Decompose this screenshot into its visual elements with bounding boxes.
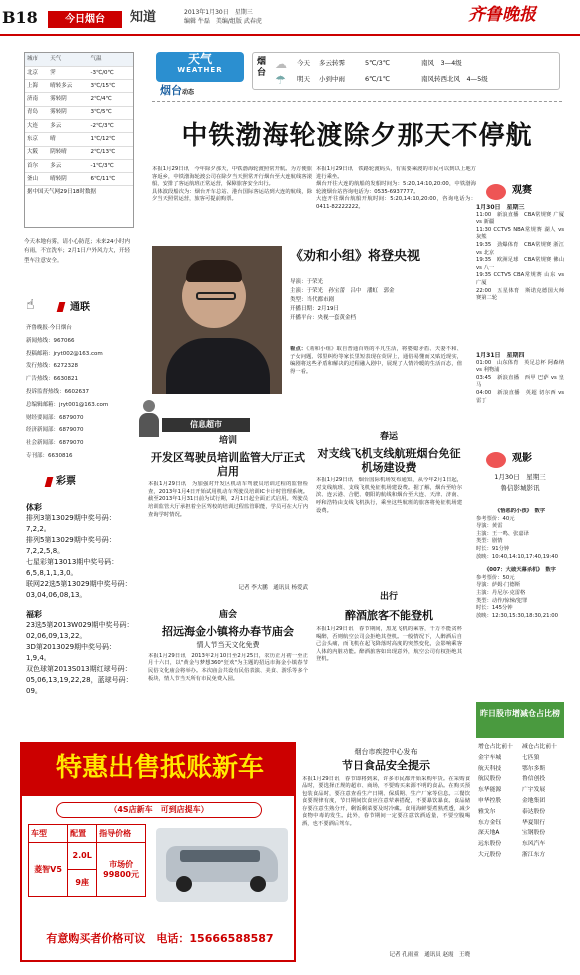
movie-subhead: 1月30日 星期三 鲁信影城影讯: [494, 473, 546, 492]
van-photo: [156, 828, 288, 902]
tongxun-header: 通联: [30, 302, 136, 316]
info-miaohui: 庙会 招远海金小镇将办春节庙会 情人节当天文化免费 本报1月29日讯 2013年2月10日至2月25日，农历正月初一至正月十六日，以"黄金与梦想360°狂欢"为主题的招远市海金小镇春节民俗文化庙会将举办。本次庙会共设有民俗表演、美食、游乐等多个板块，情人节当天所有市民免费入园。: [148, 610, 308, 682]
column-name: 知道: [130, 10, 157, 25]
tv-schedule-day2: 1月31日 星期四 01:00 山东体育 英足总杯 阿森纳 vs 利物浦 03:45 新浪直播 西甲 巴萨 vs 皇马 04:00 新浪直播 英超 切尔西 vs 雷丁: [476, 352, 564, 404]
col-temp: 气温: [89, 53, 133, 66]
city-weather-table: 城市 天气 气温 北京 霁 -3℃/0℃ 上海 晴转多云 3℃/15℃ 济南 雾转阴 2℃/4℃ 青岛 雾转阴 3℃/5℃ 大连 多云 -2℃/3℃ 东京 晴 1℃/12℃ 大阪 阴转晴 2℃/13℃ 首尔 多云 -1℃/3℃ 釜山 晴转阴 6℃/11℃ 据中国天气网29日18时数据: [24, 52, 134, 228]
ad-badge: （4S店新车 可到店提车）: [56, 802, 262, 818]
main-headline: 中铁渤海轮渡除夕那天不停航: [181, 121, 533, 151]
forecast-city: 烟台: [257, 57, 267, 78]
show-title-block: 《劝和小组》将登央视 导演：于荣光 主演：于荣光 孙宝蕾 吕中 潘虹 郭金 类型：当代都市剧 开播日期：2月19日 开播平台：央视一套黄金档: [290, 249, 421, 321]
hand-pointer-icon: ☝: [26, 297, 35, 313]
main-body-right: 本报1月29日讯 铁路轮渡码头，有需要乘渡的市民可以到以上地方进行乘坐。 烟台开往大连的航船的发船时间为：5:20,14:10,20:00，中铁渤海轮渡烟台站咨询电话为：0535-6937777。 大连开往烟台航船开航时间：5:20,14:10,20:00，咨询电话为：0411-82222222。: [316, 166, 476, 210]
holiday-food-article: 烟台市疾控中心发布 节日食品安全提示 本报1月29日讯 春节即将到来，许多市民都开始采购年货。在采购食品时，要选择正规的超市、商场，不要购买来源不明的食品。在购买预包装食品时，要注意查看生产日期、保质期、生产厂家等信息。三餐饮食要规律有度，节日期间饮食应注意荤素搭配，不要暴饮暴食。食品储存要注意生熟分开，剩饭剩菜要及时冷藏。食用海鲜要煮熟煮透，减少食物中毒的发生。此外，春节期间一定要注意饮酒适量，不要空腹喝酒，也不要酒后驾车。 记者 孔雨童 通讯员 赵霞 王晓: [302, 748, 470, 958]
info-chuxing: 出行 醉酒旅客不能登机 本报1月29日讯 春节期间，黑龙飞机的乘客，千万不能贪杯喝醉，否则航空公司会拒绝其登机。一般情况下，人醉酒后自己会头痛，而飞机在起飞降落时高度的突然变化，会影响乘客人体的内脏功能。醉酒旅客如出现意外，航空公司有权拒绝其登机。: [316, 592, 462, 663]
movie-list: 《悟恶的小孩》 数字 参考票价：40元 导演：黄雷 主演：王一鸣、张嘉译 类型：剧情 时长：91分钟 放映：10:40,14:10,17:40,19:40 《007：大破天幕杀机》 数字 参考票价：50元 导演：萨姆·门德斯 主演：丹尼尔·克雷格 类型：动作/惊悚/犯罪 时长：145分钟 放映：12:30,15:30,18:30,21:00: [476, 508, 559, 619]
car-advertisement: [20, 742, 296, 962]
date-line: 2013年1月30日 星期三 编辑 牛磊 美编/组版 武春虎: [184, 9, 262, 25]
info-peixun: 培训 开发区驾驶员培训监管大厅正式启用 本报1月29日讯 为加强对开发区机动车驾驶员培训过程的监督检查，2013年1月4日开始试用机动车驾驶员培训IC卡计时管理系统。截至2013年1月31日前为试行期，2月1日起全面正式启用。驾驶员培训监管大厅承担着全区驾校的培训过程监管职能，学员可在大厅内查询学时情况。 记者 李大鹏 通讯员 杨爱武: [148, 436, 308, 592]
weather-label: 烟台动态: [160, 84, 195, 97]
main-body-left: 本报1月29日讯 今年除夕那天，中铁渤海轮渡照常开航。为方便旅客返乡，中铁渤海轮渡公司在除夕当天照常开行烟台至大连航线客滚船，安排了客运航班正常运营，保障旅客安全出行。 具体波段船次为：烟台开车总站、港台国际客运站到大连的航线，除夕当天照常运营，旅客可提前购票。: [152, 166, 312, 203]
person-icon: [134, 400, 164, 438]
newspaper-logo: 齐鲁晚报: [468, 5, 536, 25]
weather-title-box: 天气 WEATHER: [156, 52, 244, 82]
rain-icon: ☂: [275, 73, 286, 87]
weather-box: [152, 50, 562, 102]
actor-photo: [152, 246, 282, 394]
ad-title: 特惠出售抵账新车: [55, 753, 264, 783]
col-city: 城市: [25, 53, 48, 66]
col-weather: 天气: [48, 53, 88, 66]
tv-schedule-day1: 1月30日 星期三 11:00 新浪直播 CBA常规赛 广厦 vs 新疆 11:30 CCTV5 NBA常规赛 湖人 vs 灰熊 19:35 劲爆体育 CBA常规赛 浙江 vs 北京 19:35 欧洲足球 CBA常规赛 佛山 vs 八一 19:35 CCTV5 CBA常规赛 山东 vs 广厦 22:00 五星体育 斯诺克德国大师赛第二轮: [476, 204, 564, 302]
cloudy-icon: ☁: [275, 57, 287, 71]
lottery-header: 彩票: [26, 476, 136, 490]
movie-header: 观影: [486, 452, 564, 468]
page-number: B18: [2, 8, 38, 27]
weather-tip: 今天本地有雾，请小心防范；未来24小时内有雨，不宜洗车；2月1日户外风力大，开轻型车注意安全。: [24, 239, 130, 264]
info-title: 信息超市: [162, 418, 250, 432]
page-header: [0, 0, 580, 36]
tv-header: 观赛: [486, 184, 564, 200]
ad-price-table: 车型 配置 指导价格 菱智V5 2.0L 市场价 99800元 9座: [28, 824, 146, 897]
stocks-title: 昨日股市增减仓占比榜: [476, 702, 564, 738]
lottery-list: 体彩 排列3第13029期中奖号码：7,2,2。 排列5第13029期中奖号码：7,2,2,5,8。 七星彩第13013期中奖号码：6,5,8,1,1,3,0。 联网22选5第13029期中奖号码：03,04,06,08,13。 福彩 23选5第2013W029期中奖号码：02,06,09,13,22。 3D第2013029期中奖号码：1,9,4。 双色球第2013S013期红球号码：05,06,13,19,22,28，蓝球号码：09。: [26, 503, 134, 695]
section-tag: 今日烟台: [48, 11, 122, 28]
forecast-panel: 烟台 ☁ ☂ 今天 多云转霁 5℃/3℃ 南风 3—4级 明天 小到中雨 6℃/1℃ 南风转西北风 4—5级: [252, 52, 560, 90]
info-chunyun: 春运 对支线飞机支线航班烟台免征机场建设费 本报1月29日讯 烟台国际机场发布通知，从今年2月1日起，对支线航班、支线飞机免征机场建设费。据了解，烟台至哈尔滨、连云港、合肥、朝阳的航线和烟台至大连、天津、济南、呼和浩特由支线飞机执行，乘坐这些航班的旅客将免征机场建设费。: [316, 432, 462, 514]
ad-phone: 有意购买者价格可议 电话：15666588587: [46, 932, 274, 945]
show-review: 看点：《劝和小组》取自普通百姓的平凡生活，将婆媳矛盾、夫妻不和、子女问题、邻里纠纷等家长里短表现在荧屏上，通俗易懂而又贴近现实，编剧将这些矛盾和解决的过程融入剧中，展现了人情冷暖的生活百态，值得一看。: [290, 346, 462, 375]
tongxun-list: 齐鲁晚报·今日烟台 新闻热线：967066 投稿邮箱：jryt002@163.com 发行热线：6272328 广告热线：6630821 投诉监督热线：6602637 总编辑邮箱：jryt001@163.com 财经要闻部：6879070 经济新闻部：6879070 社会新闻部：6879070 专刊部：6630816: [26, 325, 109, 459]
weather-source: 据中国天气网29日18时数据: [27, 189, 96, 196]
